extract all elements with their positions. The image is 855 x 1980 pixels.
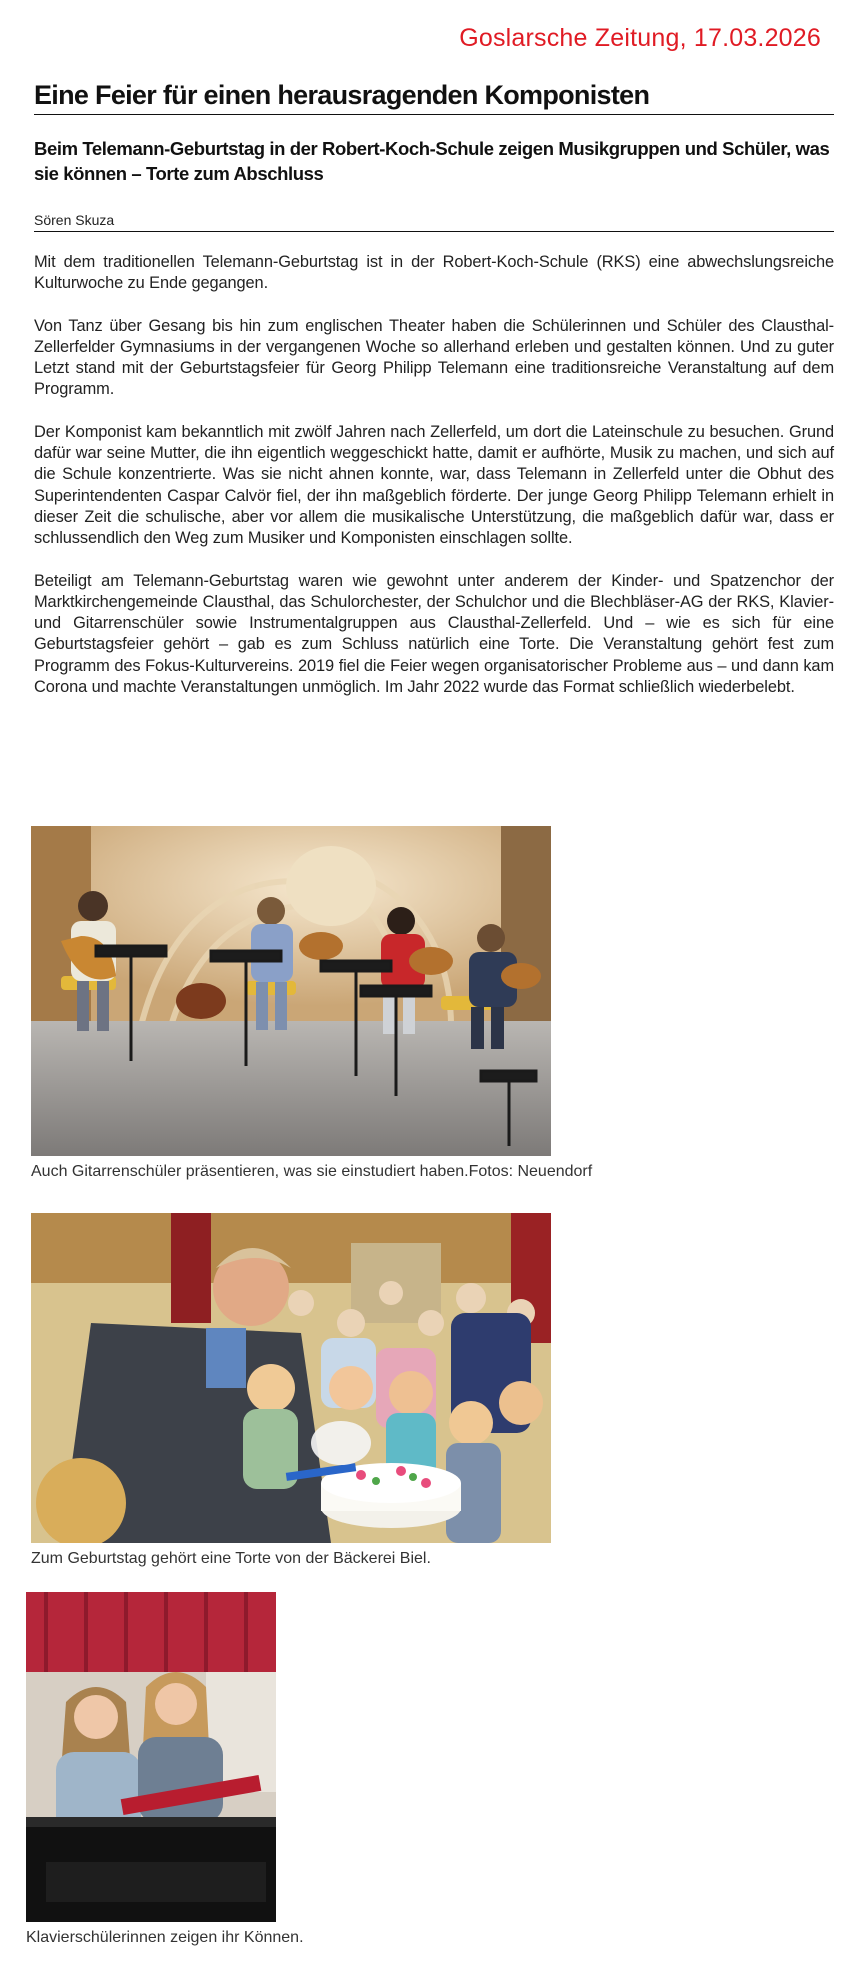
author-divider xyxy=(34,231,834,232)
headline-divider xyxy=(34,114,834,115)
article-body xyxy=(34,252,834,719)
photo-caption: Klavierschülerinnen zeigen ihr Können. xyxy=(26,1929,304,1946)
photo-caption: Zum Geburtstag gehört eine Torte von der Bäckerei Biel. xyxy=(31,1550,431,1567)
article-paragraph: Beteiligt am Telemann-Geburtstag waren wie gewohnt unter anderem der Kinder- und Spatzenchor der Marktkirchengemeinde Clausthal, das Schulorchester, der Schulchor und die Blechbläser-AG der RKS, Klavier- und Gitarrenschüler sowie Instrumentalgruppen aus Clausthal-Zellerfeld. Und – wie es sich für eine Geburtstagsfeier gehört – gab es zum Schluss natürlich eine Torte. Die Veranstaltung gehört fest zum Programm des Fokus-Kulturvereins. 2019 fiel die Feier wegen organisatorischer Probleme aus – und dann kam Corona und machte Veranstaltungen unmöglich. Im Jahr 2022 wurde das Format schließlich wiederbelebt. xyxy=(34,571,834,697)
article-author: Sören Skuza xyxy=(34,212,115,228)
article-paragraph: Der Komponist kam bekanntlich mit zwölf Jahren nach Zellerfeld, um dort die Lateinschule zu besuchen. Grund dafür war seine Mutter, die ihn eigentlich weggeschickt hatte, damit er aufhörte, Musik zu machen, und sich auf die Schule konzentrierte. Was sie nicht ahnen konnte, war, dass Telemann in Zellerfeld unter die Obhut des Superintendenten Caspar Calvör fiel, der ihn maßgeblich förderte. Der junge Georg Philipp Telemann erhielt in dieser Zeit die schulische, aber vor allem die musikalische Unterstützung, die maßgeblich dafür war, dass er schlussendlich den Weg zum Musiker und Komponisten einschlagen sollte. xyxy=(34,422,834,548)
birthday-cake-photo xyxy=(31,1213,551,1543)
piano-students-photo xyxy=(26,1592,276,1922)
newspaper-source: Goslarsche Zeitung, 17.03.2026 xyxy=(459,24,821,52)
article-headline: Eine Feier für einen herausragenden Komponisten xyxy=(34,80,650,110)
article-paragraph: Mit dem traditionellen Telemann-Geburtstag ist in der Robert-Koch-Schule (RKS) eine abwechslungsreiche Kulturwoche zu Ende gegangen. xyxy=(34,253,834,293)
article-subheadline: Beim Telemann-Geburtstag in der Robert-Koch-Schule zeigen Musikgruppen und Schüler, was sie können – Torte zum Abschluss xyxy=(34,138,830,184)
photo-caption: Auch Gitarrenschüler präsentieren, was sie einstudiert haben.Fotos: Neuendorf xyxy=(31,1163,593,1180)
article-paragraph: Von Tanz über Gesang bis hin zum englischen Theater haben die Schülerinnen und Schüler des Clausthal-Zellerfelder Gymnasiums in der vergangenen Woche so allerhand erleben und gestalten können. Und zu guter Letzt stand mit der Geburtstagsfeier für Georg Philipp Telemann eine traditionsreiche Veranstaltung auf dem Programm. xyxy=(34,316,834,399)
guitar-students-photo xyxy=(31,826,551,1156)
